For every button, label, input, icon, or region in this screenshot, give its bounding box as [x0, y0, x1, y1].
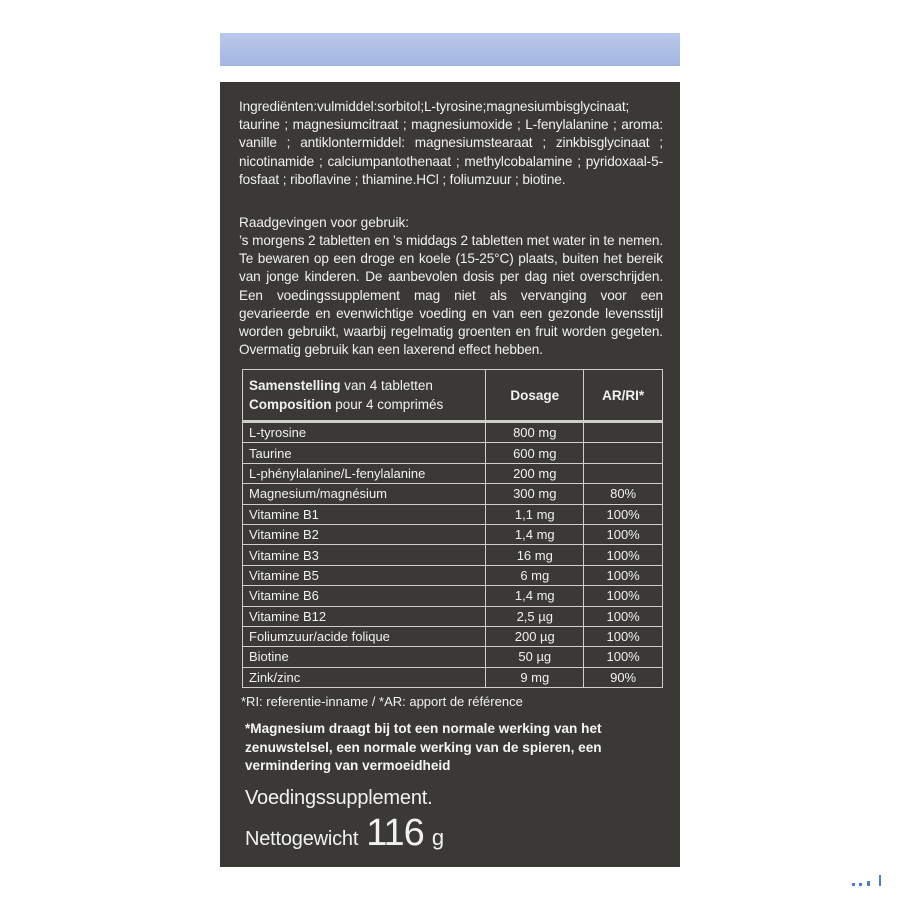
- dosage-cell: 300 mg: [486, 484, 584, 504]
- nutrient-name-cell: Vitamine B6: [243, 586, 486, 606]
- ri-cell: 100%: [584, 586, 663, 606]
- nutrient-name-cell: Vitamine B2: [243, 524, 486, 544]
- supplement-label: Voedingssupplement.: [245, 787, 433, 809]
- dosage-cell: 50 µg: [486, 647, 584, 667]
- dosage-cell: 6 mg: [486, 565, 584, 585]
- ri-cell: 100%: [584, 606, 663, 626]
- ri-cell: 100%: [584, 626, 663, 646]
- table-row: [243, 443, 663, 463]
- ri-cell: 80%: [584, 484, 663, 504]
- table-row: [243, 667, 663, 687]
- dosage-cell: 2,5 µg: [486, 606, 584, 626]
- composition-fr-bold: Composition: [249, 397, 332, 412]
- table-row: [243, 606, 663, 626]
- ri-cell: 100%: [584, 647, 663, 667]
- nutrient-name-cell: Zink/zinc: [243, 667, 486, 687]
- nutrient-name-cell: Vitamine B5: [243, 565, 486, 585]
- dosage-header: Dosage: [486, 370, 584, 422]
- net-weight-value: 116: [366, 812, 424, 854]
- advice-text: ’s morgens 2 tabletten en ’s middags 2 tabletten met water in te nemen. Te bewaren op een droge en koele (15-25°C) plaats, buiten het bereik van jonge kinderen. De aanbevolen dosis per dag niet overschrijden. Een voedingssupplement mag niet als vervanging voor een gevarieerde en evenwichtige voeding en van een gezonde levensstijl worden gebruikt, waarbij regelmatig groenten en fruit worden gegeten. Overmatig gebruik kan een laxerend effect hebben.: [239, 233, 663, 358]
- nutrition-table: [242, 369, 663, 688]
- dosage-cell: 200 mg: [486, 463, 584, 483]
- net-weight: [245, 812, 444, 855]
- nutrient-name-cell: Biotine: [243, 647, 486, 667]
- ri-footnote: *RI: referentie-inname / *AR: apport de référence: [241, 694, 523, 709]
- nutrient-name-cell: Vitamine B1: [243, 504, 486, 524]
- table-row: [243, 647, 663, 667]
- nutrient-name-cell: Taurine: [243, 443, 486, 463]
- nutrient-name-cell: Magnesium/magnésium: [243, 484, 486, 504]
- top-blue-band: [220, 33, 680, 66]
- dosage-cell: 200 µg: [486, 626, 584, 646]
- corner-mark-icon: [850, 872, 886, 888]
- advice-title: Raadgevingen voor gebruik:: [239, 215, 410, 230]
- dosage-cell: 16 mg: [486, 545, 584, 565]
- table-row: [243, 565, 663, 585]
- label-panel: [220, 82, 680, 867]
- table-row: [243, 504, 663, 524]
- nutrient-name-cell: Vitamine B12: [243, 606, 486, 626]
- table-row: [243, 463, 663, 483]
- ri-cell: [584, 422, 663, 443]
- composition-fr-rest: pour 4 comprimés: [331, 397, 444, 412]
- table-row: [243, 626, 663, 646]
- dosage-cell: 800 mg: [486, 422, 584, 443]
- nutrient-name-cell: Foliumzuur/acide folique: [243, 626, 486, 646]
- dosage-cell: 1,4 mg: [486, 524, 584, 544]
- magnesium-claim: *Magnesium draagt bij tot een normale werking van het zenuwstelsel, een normale werking van de spieren, een vermindering van vermoeidheid: [245, 721, 602, 773]
- nutrient-name-cell: Vitamine B3: [243, 545, 486, 565]
- dosage-cell: 600 mg: [486, 443, 584, 463]
- nutrient-name-cell: L-phénylalanine/L-fenylalanine: [243, 463, 486, 483]
- ri-cell: 100%: [584, 524, 663, 544]
- table-header-row: [243, 370, 663, 422]
- table-row: [243, 524, 663, 544]
- ri-cell: [584, 443, 663, 463]
- composition-nl-rest: van 4 tabletten: [340, 378, 433, 393]
- composition-header: [243, 370, 486, 422]
- nutrient-name-cell: L-tyrosine: [243, 422, 486, 443]
- composition-nl-bold: Samenstelling: [249, 378, 341, 393]
- dosage-cell: 9 mg: [486, 667, 584, 687]
- nutrition-table-body: [243, 422, 663, 688]
- dosage-cell: 1,4 mg: [486, 586, 584, 606]
- ri-cell: 100%: [584, 565, 663, 585]
- ri-cell: 90%: [584, 667, 663, 687]
- net-weight-unit: g: [431, 825, 445, 850]
- ri-cell: 100%: [584, 504, 663, 524]
- ri-cell: 100%: [584, 545, 663, 565]
- table-row: [243, 422, 663, 443]
- table-row: [243, 484, 663, 504]
- table-row: [243, 545, 663, 565]
- ri-header: AR/RI*: [584, 370, 663, 422]
- ingredients-text: Ingrediënten:vulmiddel:sorbitol;L-tyrosine;magnesiumbisglycinaat; taurine ; magnesiumcitraat ; magnesiumoxide ; L-fenylalanine ; aroma: vanille ; antiklontermiddel: magnesiumstearaat ; zinkbisglycinaat ; nicotinamide ; calciumpantothenaat ; methylcobalamine ; pyridoxaal-5-fosfaat ; riboflavine ; thiamine.HCl ; foliumzuur ; biotine.: [239, 99, 663, 187]
- net-weight-label: Nettogewicht: [245, 828, 359, 850]
- table-row: [243, 586, 663, 606]
- dosage-cell: 1,1 mg: [486, 504, 584, 524]
- ri-cell: [584, 463, 663, 483]
